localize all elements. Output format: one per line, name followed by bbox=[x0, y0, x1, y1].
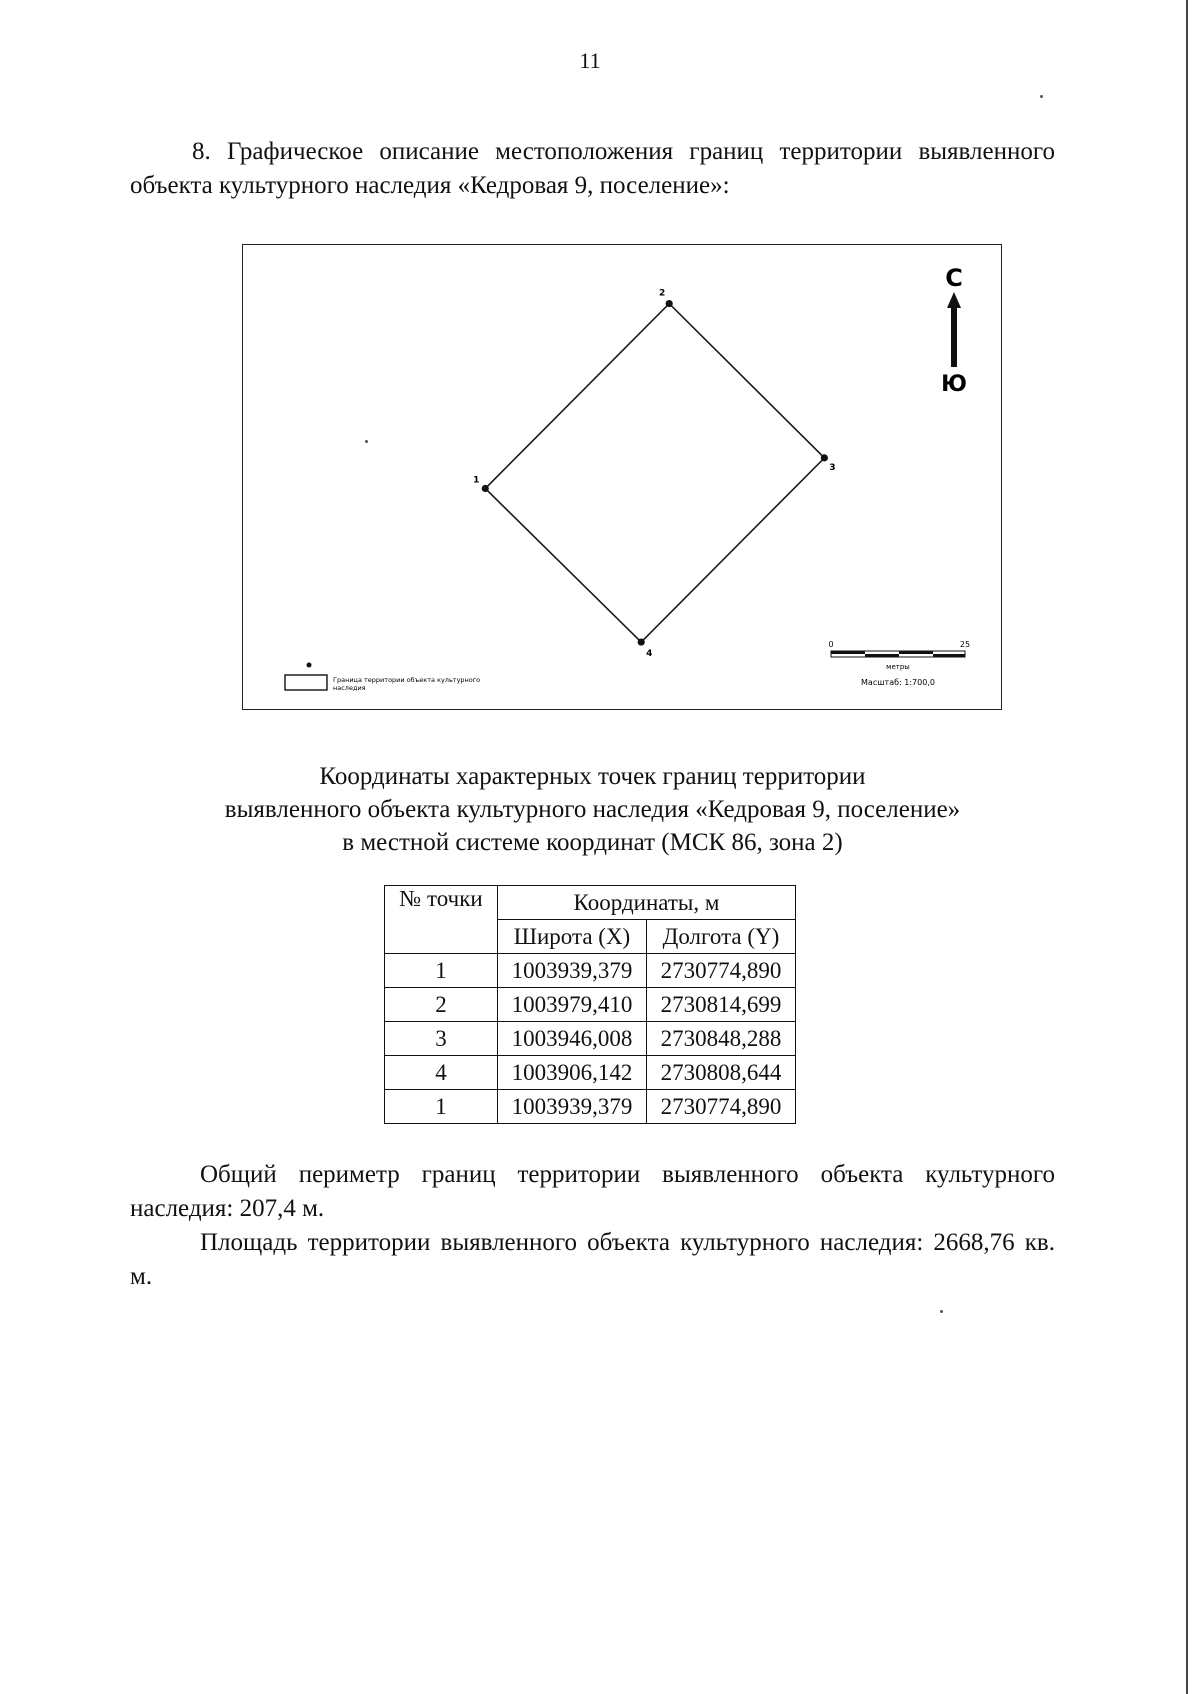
cell-x: 1003906,142 bbox=[498, 1056, 647, 1090]
legend bbox=[285, 663, 480, 693]
boundary-point-2 bbox=[666, 300, 673, 307]
header-longitude-y: Долгота (Y) bbox=[647, 920, 796, 954]
scale-unit-label: метры bbox=[886, 663, 910, 671]
north-arrow-shaft bbox=[951, 307, 957, 367]
boundary-point-1 bbox=[482, 485, 489, 492]
scan-speck bbox=[940, 1310, 943, 1313]
table-row bbox=[385, 988, 796, 1022]
north-label: С bbox=[945, 264, 963, 292]
table-header-row bbox=[385, 886, 796, 920]
north-arrow-head-icon bbox=[947, 292, 961, 308]
table-row bbox=[385, 1022, 796, 1056]
south-label: Ю bbox=[941, 372, 967, 397]
header-coordinates: Координаты, м bbox=[498, 886, 796, 920]
cell-x: 1003939,379 bbox=[498, 1090, 647, 1124]
scan-edge-line bbox=[1186, 0, 1188, 1694]
boundary-polygon bbox=[485, 304, 824, 642]
section-heading bbox=[130, 135, 1055, 203]
perimeter-paragraph bbox=[130, 1158, 1055, 1226]
scan-speck bbox=[1040, 95, 1043, 98]
header-point-number: № точки bbox=[385, 886, 498, 954]
scale-bar bbox=[828, 640, 970, 687]
legend-point-icon bbox=[307, 663, 312, 668]
scale-bar-segment bbox=[865, 654, 899, 657]
cell-point: 4 bbox=[385, 1056, 498, 1090]
cell-x: 1003979,410 bbox=[498, 988, 647, 1022]
boundary-point-label-1: 1 bbox=[473, 475, 480, 486]
boundary-point-3 bbox=[821, 454, 828, 461]
section-heading-text: 8. Графическое описание местоположения границ территории выявленного объекта культурного наследия «Кедровая 9, поселение»: bbox=[130, 138, 1055, 199]
boundary-point-label-4: 4 bbox=[646, 649, 653, 660]
boundary-point-4 bbox=[638, 638, 645, 645]
perimeter-text: Общий периметр границ территории выявленного объекта культурного наследия: 207,4 м. bbox=[130, 1161, 1055, 1222]
cell-point: 3 bbox=[385, 1022, 498, 1056]
cell-x: 1003939,379 bbox=[498, 954, 647, 988]
table-caption-line1: Координаты характерных точек границ территории bbox=[319, 763, 866, 790]
cell-x: 1003946,008 bbox=[498, 1022, 647, 1056]
scale-bar-segment bbox=[831, 651, 865, 654]
boundary-scheme bbox=[242, 244, 1002, 710]
summary bbox=[130, 1158, 1055, 1294]
cell-point: 1 bbox=[385, 1090, 498, 1124]
legend-boundary-icon bbox=[285, 675, 327, 690]
cell-point: 1 bbox=[385, 954, 498, 988]
boundary-point-label-3: 3 bbox=[829, 462, 836, 473]
scale-end-label: 25 bbox=[959, 640, 971, 649]
scheme-drawing bbox=[243, 245, 1003, 711]
scale-text: Масштаб: 1:700,0 bbox=[861, 678, 935, 687]
cell-y: 2730808,644 bbox=[647, 1056, 796, 1090]
coordinates-table bbox=[384, 885, 796, 1124]
header-latitude-x: Широта (X) bbox=[498, 920, 647, 954]
cell-y: 2730848,288 bbox=[647, 1022, 796, 1056]
area-paragraph bbox=[130, 1226, 1055, 1294]
cell-point: 2 bbox=[385, 988, 498, 1022]
legend-text-line2: наследия bbox=[333, 684, 366, 692]
page-number: 11 bbox=[579, 48, 601, 73]
scale-bar-segment bbox=[899, 651, 933, 654]
legend-text-line1: Граница территории объекта культурного bbox=[333, 676, 481, 684]
table-caption-line3: в местной системе координат (МСК 86, зона 2) bbox=[342, 829, 843, 856]
boundary-point-label-2: 2 bbox=[659, 288, 666, 299]
boundary-points bbox=[473, 289, 835, 659]
scale-start-label: 0 bbox=[828, 640, 834, 649]
area-text: Площадь территории выявленного объекта культурного наследия: 2668,76 кв. м. bbox=[130, 1229, 1055, 1290]
north-arrow bbox=[941, 264, 967, 397]
table-caption bbox=[130, 760, 1055, 859]
cell-y: 2730814,699 bbox=[647, 988, 796, 1022]
table-caption-line2: выявленного объекта культурного наследия «Кедровая 9, поселение» bbox=[224, 796, 961, 823]
cell-y: 2730774,890 bbox=[647, 954, 796, 988]
table-row bbox=[385, 1056, 796, 1090]
cell-y: 2730774,890 bbox=[647, 1090, 796, 1124]
scale-bar-segment bbox=[933, 654, 965, 657]
table-row bbox=[385, 1090, 796, 1124]
table-row bbox=[385, 954, 796, 988]
